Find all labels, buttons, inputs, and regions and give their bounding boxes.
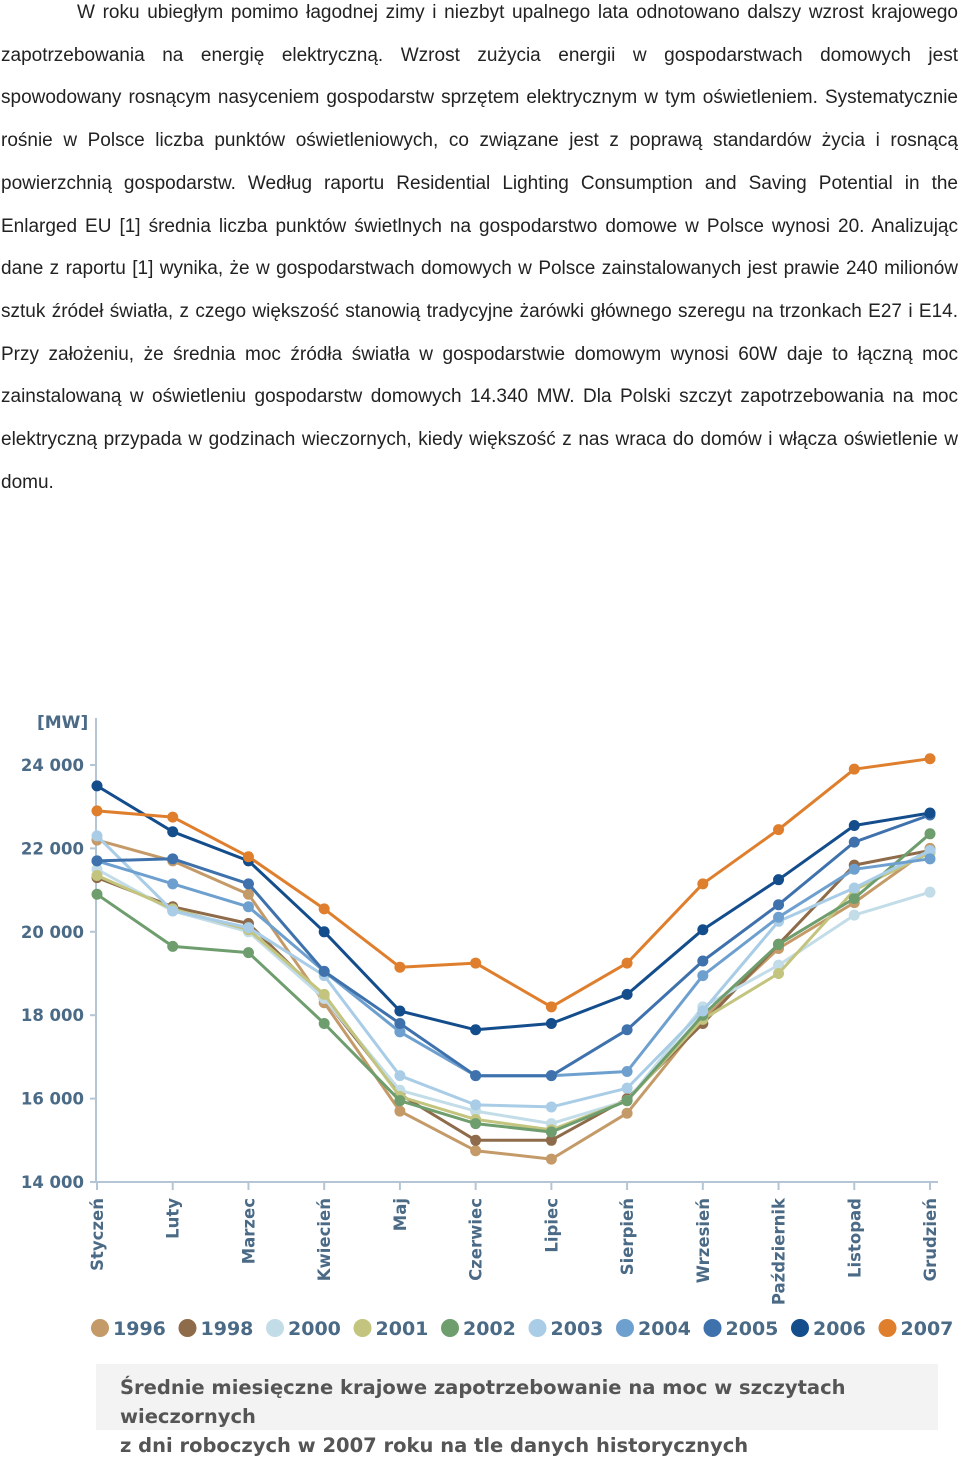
data-point-2003 (243, 922, 254, 933)
data-point-2002 (319, 1018, 330, 1029)
chart-legend (91, 1318, 953, 1340)
series-line-2002 (97, 834, 930, 1132)
data-point-2004 (849, 864, 860, 875)
y-tick-label: 24 000 (20, 756, 84, 775)
legend-marker-2007 (879, 1319, 897, 1337)
x-tick-label: Grudzień (921, 1198, 940, 1282)
legend-marker-2004 (616, 1319, 634, 1337)
data-point-2004 (243, 901, 254, 912)
data-point-2006 (394, 1006, 405, 1017)
data-point-2004 (167, 878, 178, 889)
legend-label-2007: 2007 (900, 1318, 954, 1340)
x-axis-ticks (88, 1182, 940, 1305)
data-point-2002 (546, 1126, 557, 1137)
data-point-2007 (697, 878, 708, 889)
data-point-2003 (546, 1101, 557, 1112)
x-tick-label: Lipiec (542, 1198, 562, 1253)
data-point-2006 (849, 820, 860, 831)
series-1998 (92, 845, 936, 1146)
y-tick-label: 16 000 (20, 1089, 84, 1109)
data-point-2007 (470, 958, 481, 969)
x-tick-label: Październik (769, 1198, 789, 1306)
legend-marker-1996 (91, 1319, 109, 1337)
data-point-2002 (622, 1095, 633, 1106)
series-line-1998 (97, 851, 930, 1141)
data-point-2005 (167, 853, 178, 864)
data-point-2006 (925, 807, 936, 818)
legend-label-2006: 2006 (813, 1318, 866, 1340)
legend-label-1996: 1996 (113, 1318, 166, 1340)
data-point-2007 (622, 958, 633, 969)
legend-label-2001: 2001 (375, 1318, 429, 1340)
data-point-2003 (622, 1083, 633, 1094)
series-line-1996 (97, 840, 930, 1159)
data-point-2007 (849, 764, 860, 775)
data-point-2007 (394, 962, 405, 973)
legend-label-1998: 1998 (200, 1318, 254, 1340)
data-point-2004 (697, 970, 708, 981)
legend-label-2004: 2004 (638, 1318, 691, 1340)
caption-line-2: z dni roboczych w 2007 roku na tle danych historycznych (120, 1434, 749, 1457)
y-tick-label: 20 000 (20, 922, 84, 942)
x-tick-label: Listopad (845, 1198, 865, 1278)
data-point-2004 (622, 1066, 633, 1077)
data-point-2004 (925, 853, 936, 864)
y-tick-label: 18 000 (20, 1006, 84, 1026)
series-2007 (92, 753, 936, 1012)
legend-label-2005: 2005 (725, 1318, 779, 1340)
data-point-1996 (470, 1145, 481, 1156)
data-point-2006 (697, 924, 708, 935)
data-point-2007 (243, 851, 254, 862)
data-point-2005 (849, 837, 860, 848)
data-point-2005 (394, 1018, 405, 1029)
data-point-2001 (92, 870, 103, 881)
peak-demand-chart (0, 690, 960, 1430)
series-line-2004 (97, 859, 930, 1076)
data-point-2006 (470, 1024, 481, 1035)
paragraph-text: W roku ubiegłym pomimo łagodnej zimy i niezbyt upalnego lata odnotowano dalszy wzrost krajowego zapotrzebowania na energię elektryczną. Wzrost zużycia energii w gospodarstwach domowych jest spowodowany rosnącym nasyceniem gospodarstw sprzętem elektrycznym w tym oświetleniem. Systematycznie rośnie w Polsce liczba punktów oświetleniowych, co związane jest z poprawą standardów życia i rosnącą powierzchnią gospodarstw. Według raportu Residential Lighting Consumption and Saving Potential in the Enlarged EU [1] średnia liczba punktów świetlnych na gospodarstwo domowe w Polsce wynosi 20. Analizując dane z raportu [1] wynika, że w gospodarstwach domowych w Polsce zainstalowanych jest prawie 240 milionów sztuk źródeł światła, z czego większość stanowią tradycyjne żarówki głównego szeregu na trzonkach E27 i E14. Przy założeniu, że średnia moc źródła światła w gospodarstwie domowym wynosi 60W daje to łączną moc zainstalowaną w oświetleniu gospodarstw domowych 14.340 MW. Dla Polski szczyt zapotrzebowania na moc elektryczną przypada w godzinach wieczornych, kiedy większość z nas wraca do domów i włącza oświetlenie w domu. (1, 2, 958, 493)
data-point-2002 (243, 947, 254, 958)
data-point-2000 (925, 887, 936, 898)
series-line-2000 (97, 869, 930, 1123)
data-point-2005 (622, 1024, 633, 1035)
data-point-2005 (546, 1070, 557, 1081)
x-tick-label: Luty (163, 1198, 183, 1239)
data-point-2002 (849, 893, 860, 904)
legend-marker-2003 (529, 1319, 547, 1337)
data-point-2007 (167, 812, 178, 823)
data-point-2003 (92, 830, 103, 841)
data-point-2002 (167, 941, 178, 952)
series-2000 (92, 864, 936, 1129)
data-point-2005 (243, 878, 254, 889)
x-tick-label: Maj (390, 1198, 410, 1232)
data-point-1996 (546, 1154, 557, 1165)
legend-marker-2005 (704, 1319, 722, 1337)
data-point-2006 (319, 926, 330, 937)
chart-caption (120, 1373, 940, 1460)
data-point-2004 (773, 912, 784, 923)
data-point-2002 (773, 939, 784, 950)
data-point-2006 (546, 1018, 557, 1029)
x-tick-label: Sierpień (618, 1198, 638, 1276)
y-axis-ticks (21, 756, 96, 1192)
data-point-2002 (925, 828, 936, 839)
body-paragraph (1, 0, 958, 504)
data-point-2003 (167, 905, 178, 916)
legend-marker-2006 (791, 1319, 809, 1337)
series-2004 (92, 853, 936, 1081)
data-point-2002 (92, 889, 103, 900)
caption-line-1: Średnie miesięczne krajowe zapotrzebowanie na moc w szczytach wieczornych (120, 1376, 846, 1428)
y-tick-label: 22 000 (20, 839, 84, 859)
data-point-2007 (773, 824, 784, 835)
chart-series (92, 753, 936, 1164)
x-tick-label: Kwiecień (315, 1198, 335, 1282)
data-point-1998 (470, 1135, 481, 1146)
data-point-2000 (849, 910, 860, 921)
legend-marker-2002 (441, 1319, 459, 1337)
data-point-1996 (622, 1108, 633, 1119)
data-point-2005 (319, 966, 330, 977)
x-tick-label: Styczeń (88, 1198, 107, 1271)
data-point-2005 (92, 855, 103, 866)
legend-label-2002: 2002 (463, 1318, 516, 1340)
data-point-2005 (773, 899, 784, 910)
series-2001 (92, 847, 936, 1135)
legend-marker-1998 (179, 1319, 197, 1337)
data-point-2001 (773, 968, 784, 979)
data-point-2002 (470, 1118, 481, 1129)
y-axis-unit-label: [MW] (37, 713, 89, 733)
data-point-2006 (167, 826, 178, 837)
data-point-2003 (470, 1099, 481, 1110)
data-point-2006 (773, 874, 784, 885)
data-point-2003 (849, 883, 860, 894)
legend-marker-2000 (266, 1319, 284, 1337)
y-tick-label: 14 000 (20, 1173, 84, 1192)
x-tick-label: Wrzesień (693, 1198, 713, 1284)
legend-label-2003: 2003 (550, 1318, 604, 1340)
legend-marker-2001 (354, 1319, 372, 1337)
x-tick-label: Czerwiec (466, 1198, 486, 1281)
data-point-2007 (92, 805, 103, 816)
x-tick-label: Marzec (239, 1198, 259, 1265)
data-point-2003 (697, 1006, 708, 1017)
data-point-2006 (92, 780, 103, 791)
series-1996 (92, 835, 936, 1165)
data-point-2001 (319, 989, 330, 1000)
data-point-2007 (319, 903, 330, 914)
data-point-2005 (470, 1070, 481, 1081)
data-point-2005 (697, 955, 708, 966)
series-line-2001 (97, 853, 930, 1130)
data-point-2006 (622, 989, 633, 1000)
data-point-2007 (925, 753, 936, 764)
data-point-2002 (394, 1095, 405, 1106)
series-line-2006 (97, 786, 930, 1030)
chart-svg (0, 690, 960, 1430)
data-point-1996 (394, 1106, 405, 1117)
data-point-2007 (546, 1001, 557, 1012)
legend-label-2000: 2000 (288, 1318, 341, 1340)
data-point-2003 (394, 1070, 405, 1081)
